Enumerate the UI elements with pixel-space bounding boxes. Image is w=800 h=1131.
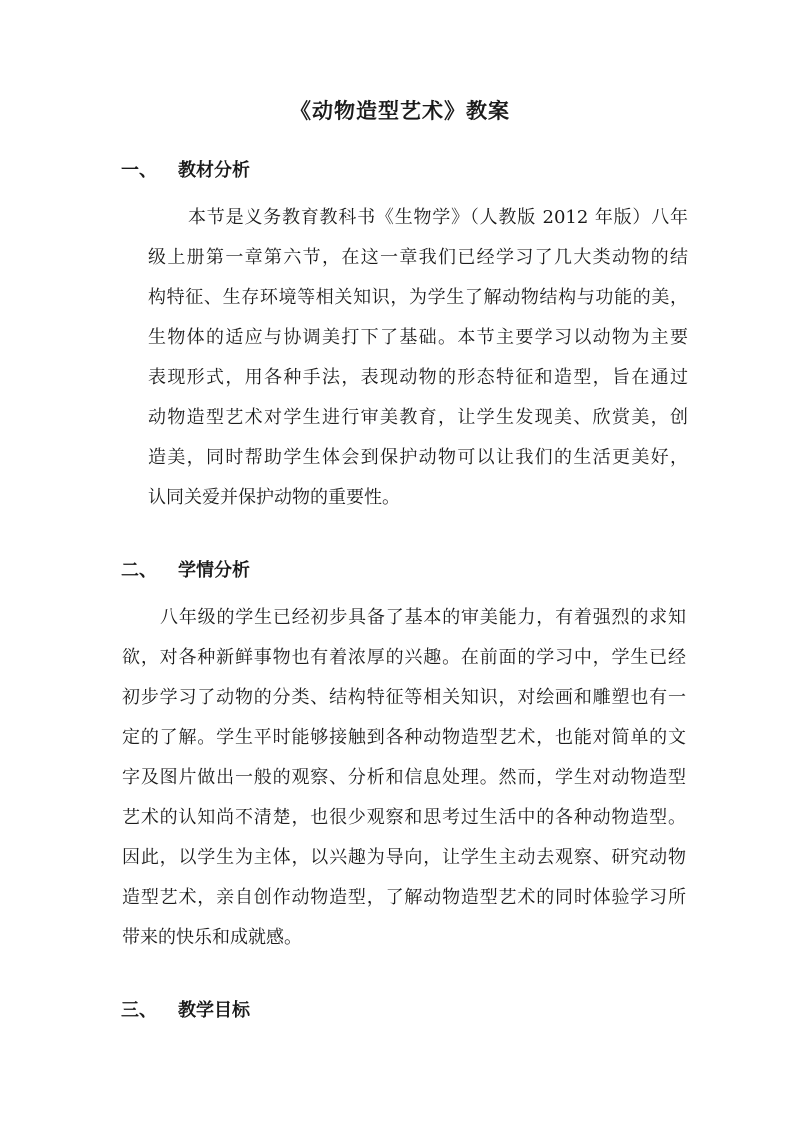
- section-heading-2: [121, 556, 250, 586]
- paragraph-line: 因此，以学生为主体，以兴趣为导向，让学生主动去观察、研究动物: [122, 847, 686, 868]
- section-paragraph-1: [148, 198, 688, 518]
- paragraph-line: 造美，同时帮助学生体会到保护动物可以让我们的生活更美好，: [148, 447, 688, 468]
- paragraph-line: 表现形式，用各种手法，表现动物的形态特征和造型，旨在通过: [148, 367, 688, 388]
- paragraph-line: 艺术的认知尚不清楚，也很少观察和思考过生活中的各种动物造型。: [122, 807, 686, 828]
- paragraph-line: 动物造型艺术对学生进行审美教育，让学生发现美、欣赏美，创: [148, 407, 688, 428]
- paragraph-line: 八年级的学生已经初步具备了基本的审美能力，有着强烈的求知: [160, 607, 686, 628]
- section-number: 二、: [121, 560, 157, 581]
- section-number: 三、: [121, 1000, 157, 1021]
- paragraph-line: 定的了解。学生平时能够接触到各种动物造型艺术，也能对简单的文: [122, 727, 686, 748]
- paragraph-line: 构特征、生存环境等相关知识，为学生了解动物结构与功能的美，: [148, 287, 688, 308]
- paragraph-line: 认同关爱并保护动物的重要性。: [148, 487, 400, 508]
- paragraph-line: 级上册第一章第六节，在这一章我们已经学习了几大类动物的结: [148, 247, 688, 268]
- paragraph-line: 带来的快乐和成就感。: [122, 927, 302, 948]
- paragraph-line: 初步学习了动物的分类、结构特征等相关知识，对绘画和雕塑也有一: [122, 687, 686, 708]
- paragraph-line: 造型艺术，亲自创作动物造型，了解动物造型艺术的同时体验学习所: [122, 887, 686, 908]
- section-number: 一、: [121, 160, 157, 181]
- paragraph-line: 本节是义务教育教科书《生物学》（人教版 2012 年版）八年: [188, 207, 688, 228]
- section-paragraph-2: [122, 598, 686, 958]
- section-heading-1: [121, 156, 250, 186]
- paragraph-line: 欲，对各种新鲜事物也有着浓厚的兴趣。在前面的学习中，学生已经: [122, 647, 686, 668]
- paragraph-line: 生物体的适应与协调美打下了基础。本节主要学习以动物为主要: [148, 327, 688, 348]
- paragraph-line: 字及图片做出一般的观察、分析和信息处理。然而，学生对动物造型: [122, 767, 686, 788]
- section-title: 教材分析: [178, 160, 250, 181]
- document-title: 《动物造型艺术》教案: [290, 98, 510, 123]
- section-title: 教学目标: [178, 1000, 250, 1021]
- section-title: 学情分析: [178, 560, 250, 581]
- section-heading-3: [121, 996, 250, 1026]
